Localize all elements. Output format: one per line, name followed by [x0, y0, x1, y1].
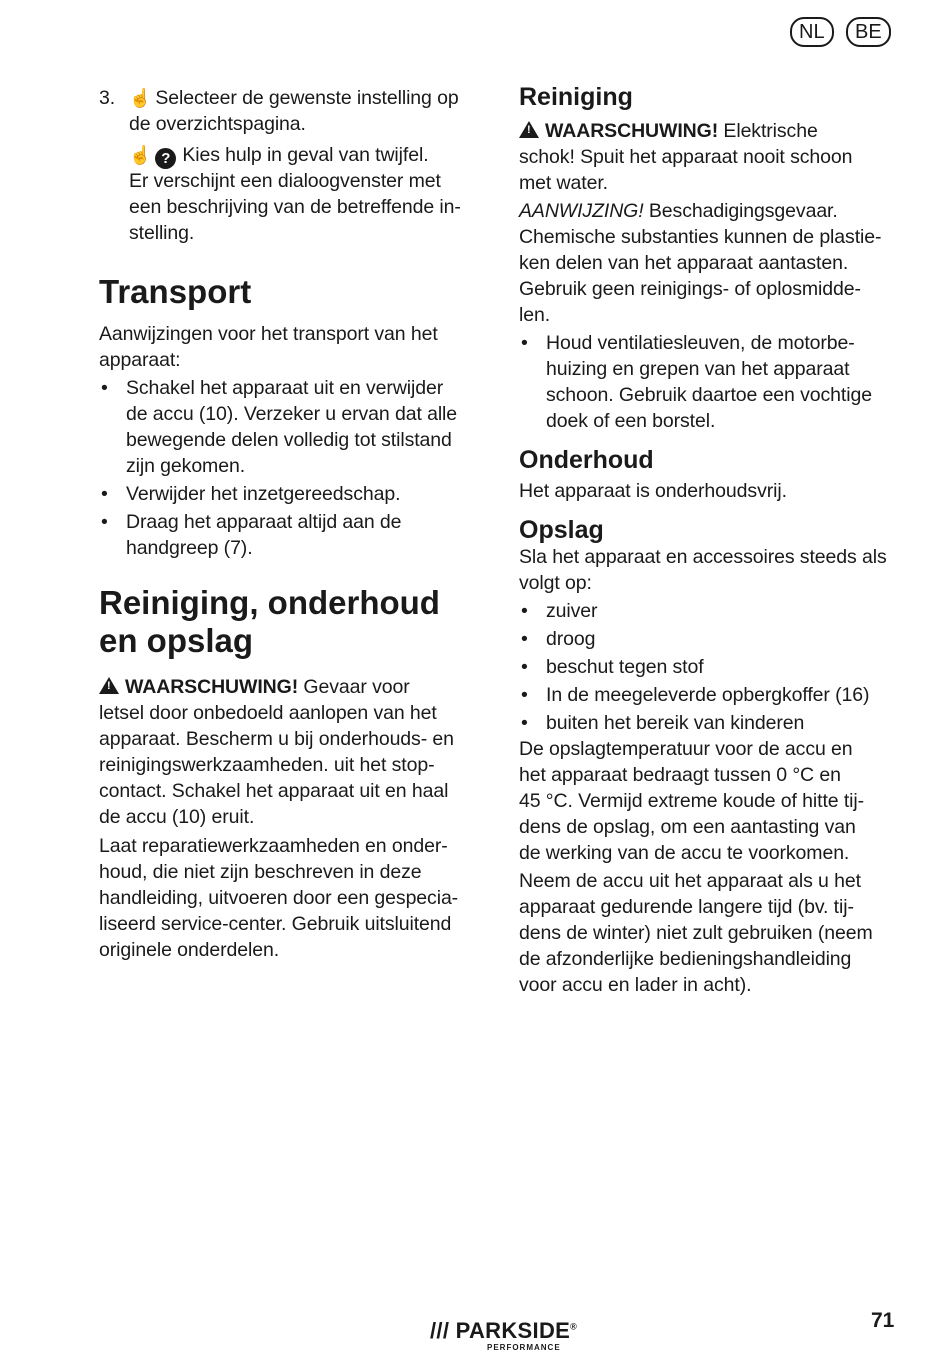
section-title-maintenance: Onderhoud — [519, 446, 654, 474]
text-line: Aanwijzingen voor het transport van het — [99, 323, 438, 345]
warning-icon — [519, 121, 539, 138]
brand-subtitle: PERFORMANCE — [487, 1343, 561, 1352]
care-warning — [99, 674, 458, 963]
text-line: • Verwijder het inzetgereedschap. — [126, 483, 401, 505]
text-line: apparaat. Bescherm u bij onderhouds- en — [99, 728, 454, 750]
list-item — [519, 598, 887, 624]
page-number: 71 — [871, 1309, 895, 1332]
text-line: Sla het apparaat en accessoires steeds als — [519, 546, 887, 568]
text-line: dens de opslag, om een aantasting van — [519, 816, 856, 838]
language-badge-nl: NL — [790, 17, 834, 47]
step-3 — [99, 85, 115, 111]
text-line: de werking van de accu te voorkomen. — [519, 842, 850, 864]
text-line: handgreep (7). — [126, 537, 253, 559]
warning-text: Gevaar voor — [298, 676, 410, 698]
step-number: 3. — [99, 87, 116, 109]
text-line: Er verschijnt een dialoogvenster met — [129, 170, 441, 192]
text-line: • In de meegeleverde opbergkoffer (16) — [546, 684, 870, 706]
list-item — [99, 481, 457, 507]
note-label: AANWIJZING! — [519, 200, 644, 222]
text-line: met water. — [519, 172, 608, 194]
text-line: • Schakel het apparaat uit en verwijder — [126, 377, 444, 399]
list-item — [99, 509, 457, 561]
text-line: Gebruik geen reinigings- of oplosmidde- — [519, 278, 861, 300]
transport-list — [99, 375, 457, 561]
step-line: Selecteer de gewenste instelling op — [155, 87, 459, 109]
storage-removal-paragraph — [519, 868, 887, 998]
brand-name: /// PARKSIDE — [430, 1318, 571, 1343]
text-line: 45 °C. Vermijd extreme koude of hitte tij- — [519, 790, 865, 812]
text-line: de accu (10). Verzeker u ervan dat alle — [126, 403, 458, 425]
storage-list — [519, 598, 887, 736]
text-line: De opslagtemperatuur voor de accu en — [519, 738, 853, 760]
step-line: de overzichtspagina. — [129, 113, 306, 135]
text-line: Chemische substanties kunnen de plastie- — [519, 226, 882, 248]
text-line: • zuiver — [546, 600, 598, 622]
text-line: het apparaat bedraagt tussen 0 °C en — [519, 764, 841, 786]
storage-intro — [519, 544, 887, 596]
text-line: • beschut tegen stof — [546, 656, 704, 678]
warning-icon — [99, 677, 119, 694]
help-line: Kies hulp in geval van twijfel. — [182, 144, 429, 166]
help-icon: ? — [155, 148, 176, 169]
text-line: de accu (10) eruit. — [99, 806, 255, 828]
language-badge-be: BE — [846, 17, 891, 47]
text-line: dens de winter) niet zult gebruiken (neem — [519, 922, 873, 944]
text-line: bewegende delen volledig tot stilstand — [126, 429, 452, 451]
transport-intro — [99, 321, 457, 373]
text-line: • Draag het apparaat altijd aan de — [126, 511, 402, 533]
text-line: letsel door onbedoeld aanlopen van het — [99, 702, 437, 724]
text-line: • Houd ventilatiesleuven, de motorbe- — [546, 332, 855, 354]
parkside-logo — [430, 1318, 578, 1352]
text-line: reinigingswerkzaamheden. uit het stop- — [99, 754, 435, 776]
text-line: • droog — [546, 628, 596, 650]
note-body — [519, 224, 881, 328]
transport-content — [99, 321, 457, 561]
text-line: volgt op: — [519, 572, 592, 594]
list-item — [519, 710, 887, 736]
text-line: een beschrijving van de betreffende in- — [129, 196, 461, 218]
list-item — [519, 626, 887, 652]
section-title-cleaning: Reiniging — [519, 83, 633, 111]
cleaning-list — [519, 330, 881, 434]
text-line: Laat reparatiewerkzaamheden en onder- — [99, 835, 448, 857]
warning-label: WAARSCHUWING! — [125, 676, 299, 698]
text-line: apparaat gedurende langere tijd (bv. tij- — [519, 896, 854, 918]
cleaning-content — [519, 118, 881, 434]
text-line: apparaat: — [99, 349, 181, 371]
text-line: • buiten het bereik van kinderen — [546, 712, 805, 734]
warning-body — [99, 700, 458, 830]
warning-body — [519, 144, 881, 196]
text-line: doek of een borstel. — [546, 410, 716, 432]
text-line: handleiding, uitvoeren door een gespecia- — [99, 887, 459, 909]
warning-label: WAARSCHUWING! — [545, 120, 719, 142]
text-line: liseerd service-center. Gebruik uitsluitend — [99, 913, 452, 935]
repair-paragraph — [99, 833, 458, 963]
title-line: en opslag — [99, 622, 254, 659]
section-title-care — [99, 584, 440, 660]
list-item — [519, 330, 881, 434]
storage-content — [519, 544, 887, 998]
storage-temperature-paragraph — [519, 736, 887, 866]
section-title-transport: Transport — [99, 273, 252, 310]
step-3-text — [129, 85, 461, 246]
text-line: schok! Spuit het apparaat nooit schoon — [519, 146, 853, 168]
note-text: Beschadigingsgevaar. — [643, 200, 838, 222]
text-line: stelling. — [129, 222, 195, 244]
maintenance-text: Het apparaat is onderhoudsvrij. — [519, 480, 787, 502]
text-line: huizing en grepen van het apparaat — [546, 358, 850, 380]
text-line: de afzonderlijke bedieningshandleiding — [519, 948, 852, 970]
warning-text: Elektrische — [718, 120, 818, 142]
touch-hand-icon: ☝ — [129, 145, 152, 165]
touch-hand-icon: ☝ — [129, 88, 152, 108]
text-line: ken delen van het apparaat aantasten. — [519, 252, 849, 274]
list-item — [99, 375, 457, 479]
text-line: houd, die niet zijn beschreven in deze — [99, 861, 422, 883]
brand-mark: ® — [570, 1321, 578, 1332]
text-line: schoon. Gebruik daartoe een vochtige — [546, 384, 872, 406]
list-item — [519, 682, 887, 708]
text-line: zijn gekomen. — [126, 455, 246, 477]
title-line: Reiniging, onderhoud — [99, 584, 440, 621]
text-line: len. — [519, 304, 551, 326]
text-line: originele onderdelen. — [99, 939, 280, 961]
list-item — [519, 654, 887, 680]
section-title-storage: Opslag — [519, 516, 604, 544]
help-description — [129, 168, 461, 246]
text-line: voor accu en lader in acht). — [519, 974, 752, 996]
text-line: Neem de accu uit het apparaat als u het — [519, 870, 861, 892]
text-line: contact. Schakel het apparaat uit en haal — [99, 780, 449, 802]
